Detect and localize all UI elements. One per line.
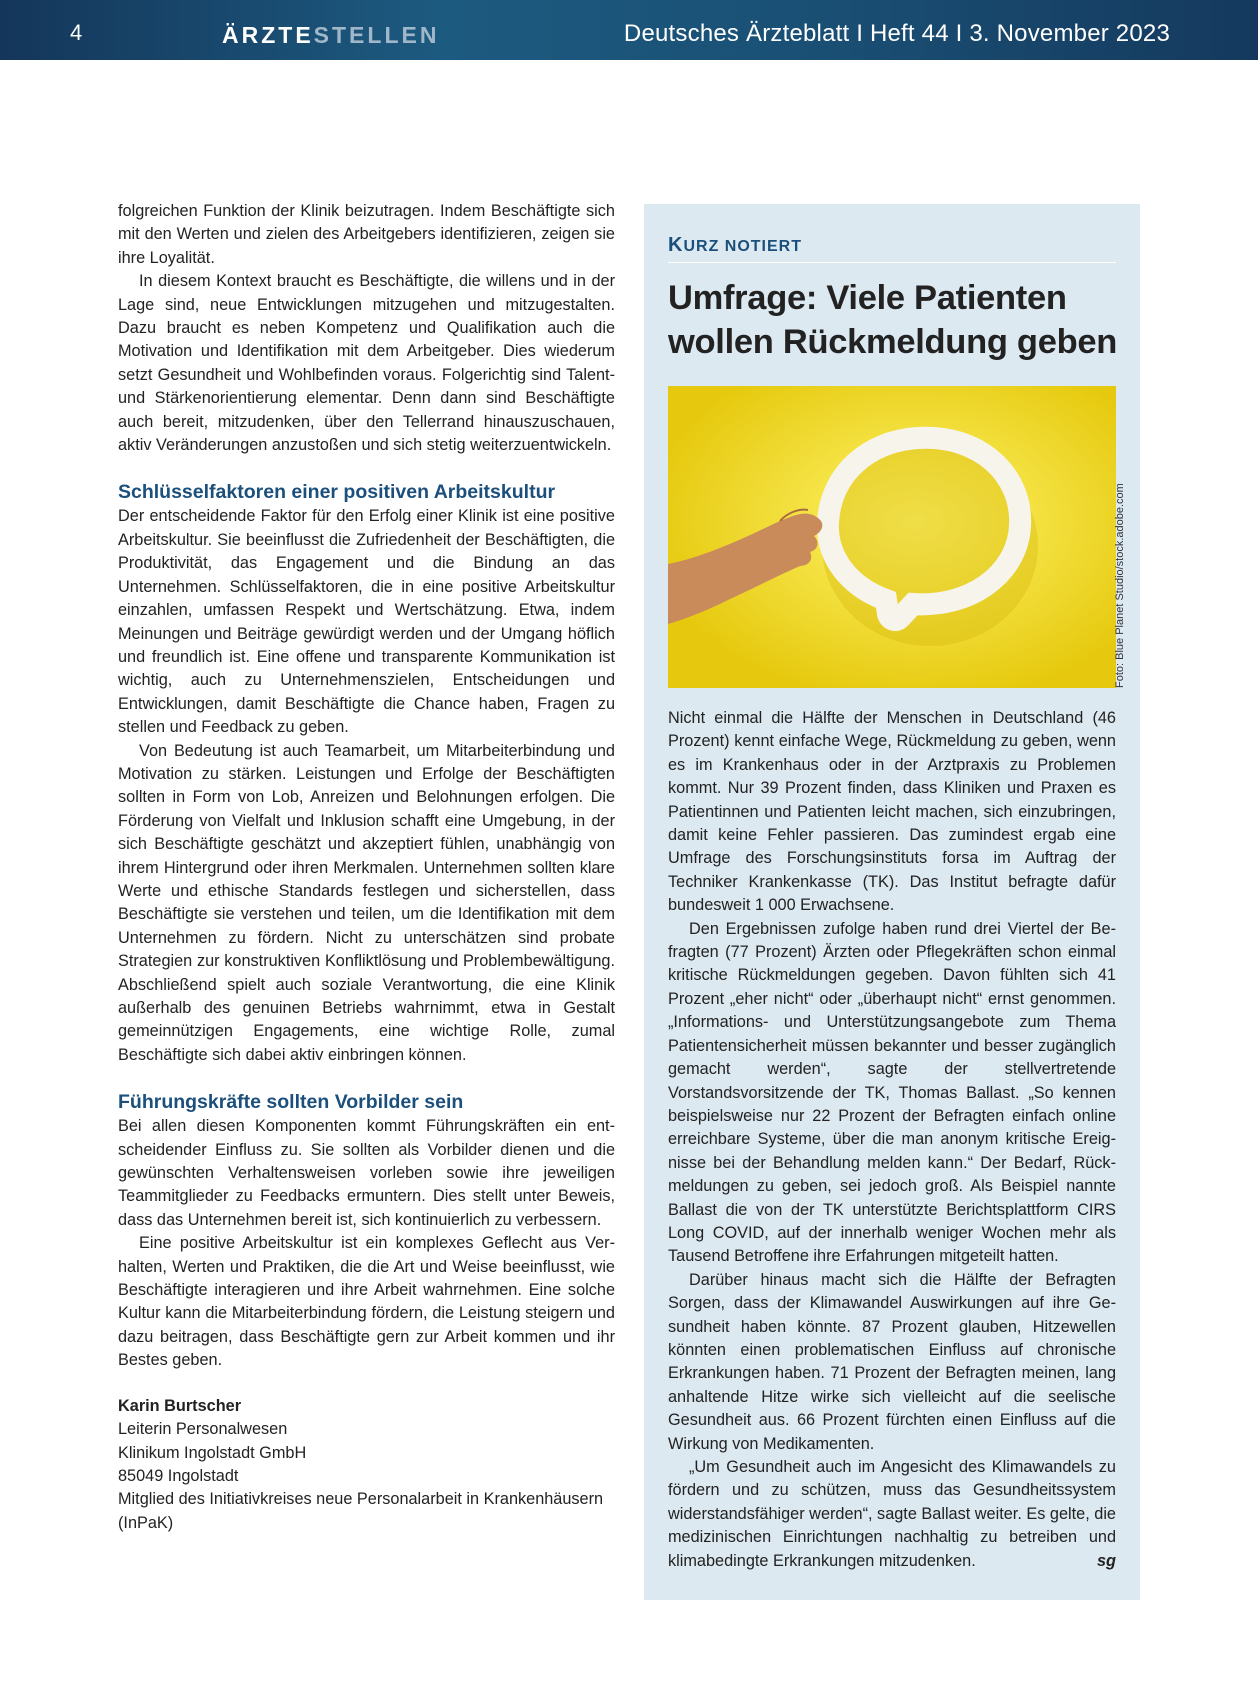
sidebar-paragraph-last — [668, 1456, 1116, 1573]
section-heading: Schlüsselfaktoren einer positiven Arbeitskultur — [118, 481, 556, 504]
sidebar-label-rest: URZ NOTIERT — [683, 238, 802, 255]
author-membership: Mitglied des Initiativkreises neue Personalarbeit in Krankenhäusern (InPaK) — [118, 1490, 604, 1532]
author-name: Karin Burtscher — [118, 1396, 242, 1415]
sidebar-label-initial: K — [668, 234, 684, 256]
photo-credit: Foto: Blue Planet Studio/stock.adobe.com — [1114, 483, 1126, 688]
section-heading: Führungskräfte sollten Vorbilder sein — [118, 1091, 464, 1114]
page-header — [0, 0, 1258, 60]
sidebar-paragraph: Den Ergebnissen zufolge haben rund drei Viertel der Befragten (77 Prozent) Ärzten oder Pflegekräften schon einmal kritische Rückmeldungen gegeben. Davon fühlten sich 41 Prozent „eher nicht“ oder „überhaupt nicht“ ernst genommen. „Informations- und Unterstützungsangebote zum Thema Patientensicherheit müssen bekannter und besser zugänglich gemacht werden“, sagte der stellvertretende Vorstandsvorsitzende der TK, Thomas Ballast. „So kennen beispielsweise nur 22 Prozent der Befragten einfach online erreichbare Systeme, über die man anonym kritische Ereignisse bei der Behandlung melden kann.“ Der Bedarf, Rückmeldungen zu geben, sei jedoch groß. Als Beispiel nannte Ballast die von der TK unterstützte Berichtsplattform CIRS Long COVID, auf der innerhalb weniger Wochen mehr als Tausend Betroffene ihre Erfahrungen mitgeteilt hatten. — [668, 919, 1116, 1266]
sidebar-divider — [668, 262, 1116, 263]
sidebar-headline: Umfrage: Viele Patienten wollen Rückmeldung geben — [668, 279, 1118, 361]
speech-bubble-illustration — [668, 386, 1116, 688]
article-paragraph: Von Bedeutung ist auch Teamarbeit, um Mitarbeiterbindung und Motivation zu stärken. Leistungen und Erfolge der Beschäftigten sollten in Form von Lob, Anreizen und Belohnungen erfolgen. Die Förderung von Vielfalt und Inklusion schafft eine Umgebung, in der sich Beschäftigte geschätzt und akzeptiert fühlen, unabhängig von ihrem Hintergrund oder ihren Merkmalen. Unternehmen sollten klare Werte und ethische Standards festlegen und sicherstellen, dass Beschäftigte sie verstehen und teilen, um die Identifikation mit dem Unternehmen zu fördern. Nicht zu unterschätzen sind probate Strategien zur konstruktiven Konfliktlösung und Problembewältigung. Abschließend spielt auch soziale Verantwortung, die eine Klinik außerhalb des genuinen Betriebs wahrnimmt, etwa in Gestalt gemeinnützigen Engagements, eine wichtige Rolle, zumal Beschäftigte sich dabei aktiv einbringen können. — [118, 741, 615, 1064]
article-paragraph: Eine positive Arbeitskultur ist ein komplexes Geflecht aus Verhalten, Werten und Praktiken, die die Art und Weise beeinflusst, wie Beschäftigte interagieren und ihre Arbeit wahrnehmen. Eine solche Kultur kann die Mitarbeiterbindung fördern, die Leistung steigern und dazu beitragen, dass Beschäftigte gern zur Arbeit kommen und ihr Bestes geben. — [118, 1234, 615, 1370]
article-paragraph: Bei allen diesen Komponenten kommt Führungskräften ein entscheidender Einfluss zu. Sie sollten als Vorbilder dienen und die gewünschten Verhaltensweisen vorleben sowie ihre jeweiligen Teammitglieder zu Feedbacks ermuntern. Dies stellt unter Beweis, dass das Unternehmen bereit ist, sich kontinuierlich zu verbessern. — [118, 1117, 615, 1229]
logo-part-2: STELLEN — [313, 22, 440, 48]
sidebar-paragraph-text: „Um Gesundheit auch im Angesicht des Klimawandels zu fördern und zu schützen, muss das Gesundheitssystem widerstandsfähiger werden“, sagte Ballast weiter. Es gelte, die medizinischen Einrichtungen nachhaltig zu betreiben und klimabedingte Erkrankungen mitzudenken. — [668, 1458, 1116, 1570]
sidebar-paragraph: Darüber hinaus macht sich die Hälfte der Befragten Sorgen, dass der Klimawandel Auswirkungen auf ihre Gesundheit haben könnte. 87 Prozent glauben, Hitzewellen könnten einen problematischen Einfluss auf chronische Erkrankungen haben. 71 Prozent der Befragten meinen, lang anhaltende Hitze wirke sich vielleicht auf die seelische Gesundheit aus. 66 Prozent fürchten einen Einfluss auf die Wirkung von Medikamenten. — [668, 1270, 1116, 1453]
speech-bubble-photo — [668, 386, 1116, 688]
sidebar-label — [668, 234, 802, 257]
page-number: 4 — [70, 20, 83, 45]
article-paragraph: folgreichen Funktion der Klinik beizutragen. Indem Beschäftigte sich mit den Werten und zielen des Arbeitgebers identifizieren, zeigen sie ihre Loyalität. — [118, 202, 615, 267]
aerztestellen-logo — [222, 22, 439, 49]
sidebar-body — [668, 707, 1116, 1573]
author-block — [118, 1395, 615, 1535]
main-article — [118, 200, 615, 1535]
author-city: 85049 Ingolstadt — [118, 1466, 239, 1485]
logo-part-1: ÄRZTE — [222, 22, 314, 48]
author-organization: Klinikum Ingolstadt GmbH — [118, 1443, 307, 1462]
article-paragraph: Der entscheidende Faktor für den Erfolg einer Klinik ist eine positive Arbeitskultur. Sie beeinflusst die Zufriedenheit der Beschäftigten, die Produktivität, das Engagement und die Bindung an das Unternehmen. Schlüsselfaktoren, die in eine positive Arbeitskultur einzahlen, umfassen Respekt und Wertschätzung. Etwa, indem Meinungen und Beiträge gewürdigt werden und der Umgang höflich und freundlich ist. Eine offene und transparente Kommunikation ist wichtig, auch zu Unternehmenszielen, Entscheidungen und Entwicklungen, damit Beschäftigte die Chance haben, Fragen zu stellen und Feedback zu geben. — [118, 507, 615, 737]
author-role: Leiterin Personalwesen — [118, 1420, 288, 1439]
sidebar-paragraph: Nicht einmal die Hälfte der Menschen in Deutschland (46 Prozent) kennt einfache Wege, Rückmeldung zu geben, wenn es im Krankenhaus oder in der Arztpraxis zu Problemen kommt. Nur 39 Prozent finden, dass Kliniken und Praxen es Patientinnen und Patienten leicht machen, sich einzubringen, damit keine Fehler passieren. Das zumindest ergab eine Umfrage des Forschungsinstituts forsa im Auftrag der Techniker Krankenkasse (TK). Das Institut befragte dafür bundesweit 1 000 Erwachsene. — [668, 709, 1116, 915]
kurz-notiert-box — [644, 204, 1140, 1600]
author-signoff: sg — [1096, 1551, 1116, 1570]
issue-info: Deutsches Ärzteblatt I Heft 44 I 3. November 2023 — [623, 20, 1170, 47]
article-paragraph: In diesem Kontext braucht es Beschäftigte, die willens und in der Lage sind, neue Entwicklungen mitzugehen und mitzugestalten. Dazu braucht es neben Kompetenz und Qualifikation auch die Motivation und Identifikation mit dem Arbeitgeber. Dies wiederum setzt Gesundheit und Wohlbefinden voraus. Folgerichtig sind Talent- und Stärkenorientierung elementar. Denn dann sind Beschäftigte auch bereit, mitzudenken, über den Tellerrand hinauszuschauen, aktiv Veränderungen anzustoßen und sich stetig weiterzuentwickeln. — [118, 272, 615, 455]
